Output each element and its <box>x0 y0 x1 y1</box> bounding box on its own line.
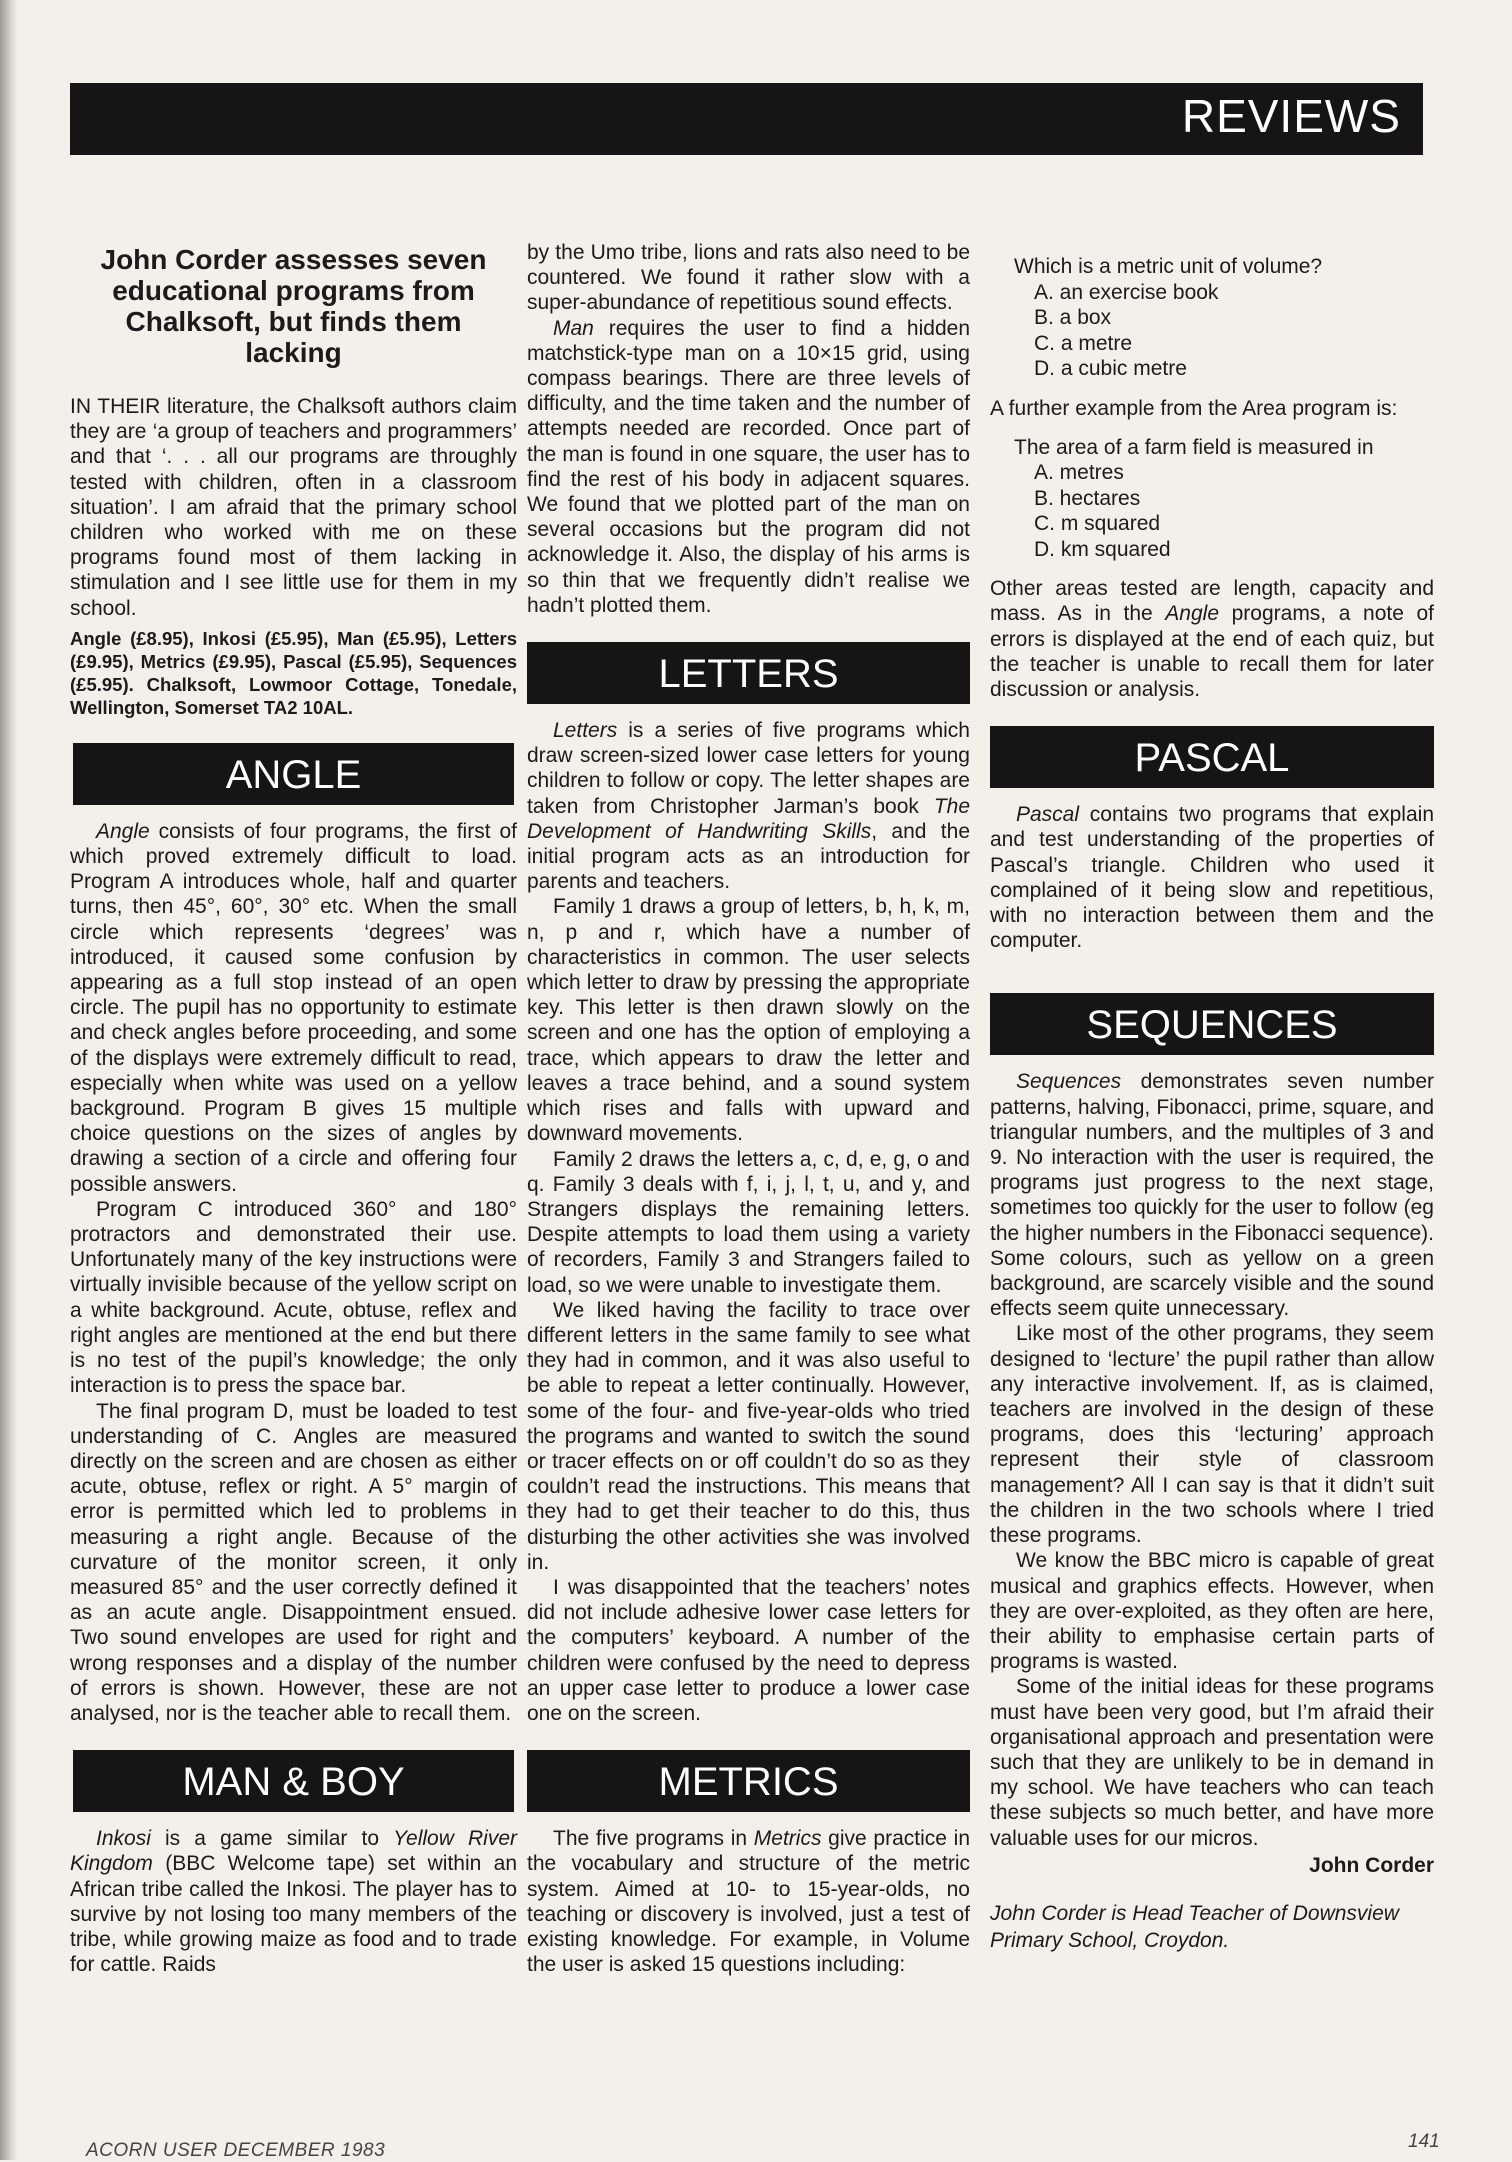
section-masthead <box>70 83 1423 155</box>
quiz-option: C. a metre <box>1034 331 1133 355</box>
quiz-example-volume <box>1014 254 1434 382</box>
quiz-option: B. a box <box>1034 306 1112 329</box>
column-3 <box>990 240 1434 1954</box>
sequences-paragraph-2: Like most of the other programs, they seem designed to ‘lecture’ the pupil rather than allow any interactive involvement. If, as is claimed, teachers are involved in the design of these programs, does this ‘lecturing’ approach represent their style of classroom management? All I can say is that it didn’t suit the children in the two schools where I tried these programs. <box>990 1322 1434 1548</box>
quiz-example-area <box>1014 435 1434 563</box>
manboy-paragraph-2: Man requires the user to find a hidden matchstick-type man on a 10×15 grid, using compass bearings. There are three levels of difficulty, and the time taken and the number of attempts needed are recorded. Once part of the man is found in one square, the user has to find the rest of his body in adjacent squares. We found that we plotted part of the man on several occasions but the program did not acknowledge it. Also, the display of his arms is so thin that we frequently didn’t realise we hadn’t plotted them. <box>527 316 970 617</box>
sequences-paragraph-1: Sequences demonstrates seven number patterns, halving, Fibonacci, prime, square, and triangular numbers, and the multiples of 3 and 9. No interaction with the user is required, the programs just progress to the next stage, sometimes too quickly for the user to follow (eg the higher numbers in the Fibonacci sequence). Some colours, such as yellow on a green background, are scarcely visible and the sound effects seem quite unnecessary. <box>990 1070 1434 1321</box>
section-heading-letters: LETTERS <box>527 642 970 704</box>
sequences-paragraph-3: We know the BBC micro is capable of great musical and graphics effects. However, when they are over-exploited, as they often are here, their ability to emphasise certain parts of programs is wasted. <box>990 1549 1434 1674</box>
page-number: 141 <box>1408 2131 1440 2152</box>
quiz-option: B. hectares <box>1034 486 1141 510</box>
quiz-question: Which is a metric unit of volume? <box>1014 255 1323 278</box>
metrics-paragraph-3: Other areas tested are length, capacity and mass. As in the Angle programs, a note of errors is displayed at the end of each quiz, but the teacher is unable to recall them for later discussion or analysis. <box>990 577 1435 702</box>
letters-paragraph-4: We liked having the facility to trace over different letters in the same family to see what they had in common, and it was also useful to be able to repeat a letter continually. However, some of the four- and five-year-olds who tried the programs and wanted to switch the sound or tracer effects on or off couldn’t do so as they couldn’t read the instructions. This means that they had to get their teacher to do this, thus disturbing the other activities she was involved in. <box>527 1298 970 1574</box>
quiz-option: A. an exercise book <box>1034 280 1219 304</box>
section-heading-sequences: SEQUENCES <box>990 993 1434 1055</box>
quiz-question: The area of a farm field is measured in <box>1014 435 1374 459</box>
section-heading-metrics: METRICS <box>527 1750 970 1812</box>
quiz-option: C. m squared <box>1034 512 1161 536</box>
letters-paragraph-5: I was disappointed that the teachers’ notes did not include adhesive lower case letters for the computers’ keyboard. A number of the children were confused by the need to depress an upper case letter to produce a lower case one on the screen. <box>527 1575 970 1725</box>
letters-paragraph-1: Letters is a series of five programs which draw screen-sized lower case letters for young children to follow or copy. The letter shapes are taken from Christopher Jarman’s book The Development of Handwriting Skills, and the initial program acts as an introduction for parents and teachers. <box>527 719 971 894</box>
pascal-paragraph-1: Pascal contains two programs that explain and test understanding of the properties of Pascal’s triangle. Children who used it complained of it being slow and repetitious, with no interaction between them and the computer. <box>990 803 1434 953</box>
manboy-paragraph-1: Inkosi is a game similar to Yellow River Kingdom (BBC Welcome tape) set within an African tribe called the Inkosi. The player has to survive by not losing too many members of the tribe, while growing maize as food and to trade for cattle. Raids <box>70 1827 518 1977</box>
angle-paragraph-3: The final program D, must be loaded to test understanding of C. Angles are measured directly on the screen and are chosen as either acute, obtuse, reflex or right. A 5° margin of error is permitted which led to problems in measuring a right angle. Because of the curvature of the monitor screen, it only measured 85° and the user correctly defined it as an acute angle. Disappointment ensued. Two sound envelopes are used for right and wrong responses and a display of the number of errors is shown. However, these are not analysed, nor is the teacher able to recall them. <box>70 1399 517 1725</box>
column-1 <box>70 240 517 1977</box>
sequences-paragraph-4: Some of the initial ideas for these programs must have been very good, but I’m afraid their organisational approach and presentation were such that they are unlikely to be in demand in my school. We have teachers who can teach these subjects so much better, and have more valuable uses for our micros. <box>990 1675 1434 1850</box>
quiz-option: D. a cubic metre <box>1034 357 1187 380</box>
author-byline: John Corder <box>1309 1853 1434 1877</box>
section-heading-pascal: PASCAL <box>990 726 1434 788</box>
article-headline: John Corder assesses seven educational programs from Chalksoft, but finds them lacking <box>100 244 487 368</box>
quiz-option: A. metres <box>1034 461 1124 485</box>
letters-paragraph-3: Family 2 draws the letters a, c, d, e, g, o and q. Family 3 deals with f, i, j, l, t, u, and y, and Strangers displays the remaining letters. Despite attempts to load them using a variety of recorders, Family 3 and Strangers failed to load, so we were unable to investigate them. <box>527 1147 970 1297</box>
column-2 <box>527 240 970 1977</box>
manboy-paragraph-1-continued: by the Umo tribe, lions and rats also need to be countered. We found it rather slow with a super-abundance of repetitious sound effects. <box>527 241 970 315</box>
section-heading-angle: ANGLE <box>73 743 514 805</box>
magazine-footer: ACORN USER DECEMBER 1983 <box>86 2140 386 2161</box>
author-bio: John Corder is Head Teacher of Downsview Primary School, Croydon. <box>990 1901 1399 1952</box>
page-spine-shadow <box>0 0 18 2160</box>
metrics-paragraph-1: The five programs in Metrics give practice in the vocabulary and structure of the metric system. Aimed at 10- to 15-year-olds, no teaching or discovery is involved, just a test of existing knowledge. For example, in Volume the user is asked 15 questions including: <box>527 1827 971 1977</box>
section-heading-man-boy: MAN & BOY <box>73 1750 514 1812</box>
metrics-paragraph-2: A further example from the Area program is: <box>990 396 1398 420</box>
masthead-title: REVIEWS <box>1181 90 1401 142</box>
angle-paragraph-2: Program C introduced 360° and 180° protractors and demonstrated their use. Unfortunately many of the key instructions were virtually invisible because of the yellow script on a white background. Acute, obtuse, reflex and right angles are mentioned at the end but there is no test of the pupil’s knowledge; the only interaction is to press the space bar. <box>70 1197 517 1398</box>
angle-paragraph-1: Angle consists of four programs, the first of which proved extremely difficult to load. Program A introduces whole, half and quarter turns, then 45°, 60°, 30° etc. When the small circle which represents ‘degrees’ was introduced, it caused some confusion by appearing as a full stop instead of an open circle. The pupil has no opportunity to estimate and check angles before proceeding, and some of the displays were extremely difficult to read, especially when white was used on a yellow background. Program B gives 15 multiple choice questions on the sizes of angles by drawing a section of a circle and offering four possible answers. <box>70 819 517 1196</box>
letters-paragraph-2: Family 1 draws a group of letters, b, h, k, m, n, p and r, which have a number of characteristics in common. The user selects which letter to draw by pressing the appropriate key. This letter is then drawn slowly on the screen and one has the option of employing a trace, which appears to draw the letter and leaves a trace behind, and a sound system which rises and falls with upward and downward movements. <box>527 895 970 1146</box>
price-list: Angle (£8.95), Inkosi (£5.95), Man (£5.95), Letters (£9.95), Metrics (£9.95), Pascal (£5.95), Sequences (£5.95). Chalksoft, Lowmoor Cottage, Tonedale, Wellington, Somerset TA2 10AL. <box>70 627 517 718</box>
quiz-option: D. km squared <box>1034 537 1171 561</box>
intro-paragraph: IN THEIR literature, the Chalksoft authors claim they are ‘a group of teachers and programmers’ and that ‘. . . all our programs are throughly tested with children, often in a classroom situation’. I am afraid that the primary school children who worked with me on these programs found most of them lacking in stimulation and I see little use for them in my school. <box>70 395 517 620</box>
